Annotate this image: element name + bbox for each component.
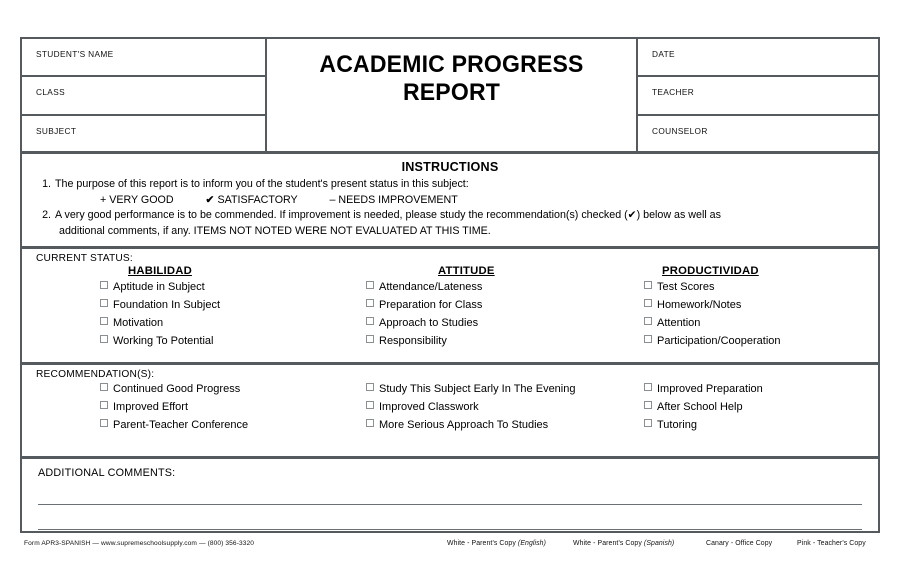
checkbox-icon[interactable] bbox=[100, 335, 108, 343]
check-icon: ✔ bbox=[205, 194, 215, 207]
field-label-counselor: COUNSELOR bbox=[652, 125, 708, 136]
footer-copy-english bbox=[447, 540, 546, 547]
status-column-heading-habilidad: HABILIDAD bbox=[128, 265, 192, 278]
field-date[interactable] bbox=[638, 39, 878, 77]
header-left-fields bbox=[22, 39, 265, 151]
recommendation-option-tutoring[interactable] bbox=[644, 417, 894, 435]
comments-write-line-2 bbox=[38, 529, 862, 530]
status-option-label: Motivation bbox=[113, 316, 164, 329]
recommendation-option-label: Study This Subject Early In The Evening bbox=[379, 383, 576, 396]
field-students-name[interactable] bbox=[22, 39, 265, 77]
status-option-responsibility[interactable] bbox=[366, 333, 646, 351]
page-title bbox=[278, 39, 625, 106]
checkbox-icon[interactable] bbox=[366, 317, 374, 325]
recommendation-option-improved-preparation[interactable] bbox=[644, 381, 894, 399]
instruction-2-text-line-1: A very good performance is to be commended. If improvement is needed, please study the recommendation(s) checked (✔) below as well as bbox=[55, 209, 721, 222]
current-status-section bbox=[22, 249, 878, 365]
status-option-label: Aptitude in Subject bbox=[113, 281, 205, 294]
checkbox-icon[interactable] bbox=[100, 317, 108, 325]
recommendation-option-continued-good-progress[interactable] bbox=[100, 381, 370, 399]
rating-satisfactory-label: SATISFACTORY bbox=[217, 194, 298, 207]
status-option-attendance-lateness[interactable] bbox=[366, 279, 646, 297]
checkbox-icon[interactable] bbox=[366, 299, 374, 307]
field-counselor[interactable] bbox=[638, 116, 878, 154]
field-label-subject: SUBJECT bbox=[36, 125, 77, 136]
checkbox-icon[interactable] bbox=[366, 281, 374, 289]
instruction-2-number: 2. bbox=[42, 209, 51, 222]
status-option-participation-cooperation[interactable] bbox=[644, 333, 894, 351]
status-option-label: Foundation In Subject bbox=[113, 299, 221, 312]
status-option-label: Test Scores bbox=[657, 281, 715, 294]
footer-copy-main: White - Parent's Copy bbox=[573, 540, 644, 547]
checkbox-icon[interactable] bbox=[644, 317, 652, 325]
recommendation-option-improved-effort[interactable] bbox=[100, 399, 370, 417]
rating-needs-improvement-label: NEEDS IMPROVEMENT bbox=[338, 194, 458, 207]
status-column-productividad bbox=[644, 265, 894, 350]
checkbox-icon[interactable] bbox=[366, 383, 374, 391]
recommendation-column-3 bbox=[644, 381, 894, 434]
checkbox-icon[interactable] bbox=[366, 401, 374, 409]
form-frame bbox=[20, 37, 880, 533]
footer-form-info: Form APR3-SPANISH — www.supremeschoolsupply.com — (800) 356-3320 bbox=[24, 540, 255, 547]
status-option-label: Participation/Cooperation bbox=[657, 334, 781, 347]
checkbox-icon[interactable] bbox=[644, 419, 652, 427]
status-option-homework-notes[interactable] bbox=[644, 297, 894, 315]
footer-copy-main: White - Parent's Copy bbox=[447, 540, 518, 547]
field-teacher[interactable] bbox=[638, 77, 878, 115]
rating-very-good-symbol: + bbox=[100, 194, 107, 207]
field-class[interactable] bbox=[22, 77, 265, 115]
instruction-item-2 bbox=[38, 208, 862, 223]
status-option-label: Approach to Studies bbox=[379, 316, 479, 329]
recommendations-label: RECOMMENDATION(S): bbox=[36, 369, 155, 381]
status-option-preparation-for-class[interactable] bbox=[366, 297, 646, 315]
recommendation-option-after-school-help[interactable] bbox=[644, 399, 894, 417]
checkbox-icon[interactable] bbox=[644, 281, 652, 289]
instruction-1-number: 1. bbox=[42, 178, 51, 190]
checkbox-icon[interactable] bbox=[100, 401, 108, 409]
recommendation-column-1 bbox=[100, 381, 370, 434]
status-option-motivation[interactable] bbox=[100, 315, 370, 333]
status-option-aptitude-in-subject[interactable] bbox=[100, 279, 370, 297]
checkbox-icon[interactable] bbox=[644, 401, 652, 409]
checkbox-icon[interactable] bbox=[100, 299, 108, 307]
status-column-habilidad bbox=[100, 265, 370, 350]
status-column-heading-productividad: PRODUCTIVIDAD bbox=[662, 265, 759, 278]
title-line-2: REPORT bbox=[402, 78, 501, 106]
recommendation-option-label: Improved Classwork bbox=[379, 401, 479, 414]
instructions-section bbox=[22, 154, 878, 249]
header-band bbox=[22, 39, 878, 154]
status-option-working-to-potential[interactable] bbox=[100, 333, 370, 351]
checkbox-icon[interactable] bbox=[100, 383, 108, 391]
checkbox-icon[interactable] bbox=[644, 299, 652, 307]
checkbox-icon[interactable] bbox=[100, 419, 108, 427]
footer-copy-office bbox=[706, 540, 772, 547]
footer-copy-spanish bbox=[573, 540, 674, 547]
recommendation-option-label: After School Help bbox=[657, 401, 743, 414]
recommendation-option-study-this-subject-early-in-the-evening[interactable] bbox=[366, 381, 656, 399]
additional-comments-section[interactable] bbox=[22, 459, 878, 551]
recommendation-option-label: More Serious Approach To Studies bbox=[379, 418, 549, 431]
status-option-foundation-in-subject[interactable] bbox=[100, 297, 370, 315]
recommendation-option-more-serious-approach-to-studies[interactable] bbox=[366, 417, 656, 435]
recommendation-option-label: Improved Effort bbox=[113, 401, 188, 414]
footer-copy-main: Canary - Office Copy bbox=[706, 540, 773, 547]
status-column-heading-attitude: ATTITUDE bbox=[438, 265, 495, 278]
field-label-teacher: TEACHER bbox=[652, 87, 695, 98]
rating-legend bbox=[38, 192, 862, 208]
recommendation-option-label: Tutoring bbox=[657, 418, 697, 431]
recommendation-option-parent-teacher-conference[interactable] bbox=[100, 417, 370, 435]
status-option-attention[interactable] bbox=[644, 315, 894, 333]
status-option-label: Responsibility bbox=[379, 334, 447, 347]
status-column-attitude bbox=[366, 265, 646, 350]
status-option-label: Attention bbox=[657, 316, 701, 329]
footer-copy-note: (Spanish) bbox=[643, 540, 675, 547]
status-option-label: Attendance/Lateness bbox=[379, 281, 483, 294]
checkbox-icon[interactable] bbox=[366, 419, 374, 427]
field-subject[interactable] bbox=[22, 116, 265, 154]
recommendations-columns bbox=[36, 381, 864, 449]
instructions-heading: INSTRUCTIONS bbox=[401, 160, 499, 174]
checkbox-icon[interactable] bbox=[644, 383, 652, 391]
status-option-label: Working To Potential bbox=[113, 334, 214, 347]
instruction-1-text: The purpose of this report is to inform you of the student's present status in this subject: bbox=[55, 178, 469, 190]
document-title-block bbox=[265, 39, 638, 151]
current-status-label: CURRENT STATUS: bbox=[36, 253, 133, 265]
checkbox-icon[interactable] bbox=[100, 281, 108, 289]
recommendation-option-improved-classwork[interactable] bbox=[366, 399, 656, 417]
status-option-label: Homework/Notes bbox=[657, 299, 742, 312]
recommendations-section bbox=[22, 365, 878, 459]
recommendation-column-2 bbox=[366, 381, 656, 434]
checkbox-icon[interactable] bbox=[366, 335, 374, 343]
footer-copy-main: Pink - Teacher's Copy bbox=[797, 540, 866, 547]
footer-copy-note: (English) bbox=[517, 540, 547, 547]
current-status-columns bbox=[36, 265, 864, 355]
checkbox-icon[interactable] bbox=[644, 335, 652, 343]
recommendation-option-label: Parent-Teacher Conference bbox=[113, 418, 249, 431]
comments-write-line-1 bbox=[38, 504, 862, 505]
footer-copy-teacher bbox=[797, 540, 866, 547]
recommendation-option-label: Improved Preparation bbox=[657, 383, 763, 396]
field-label-students-name: STUDENT'S NAME bbox=[36, 49, 114, 59]
footer bbox=[20, 540, 880, 556]
instruction-2-text-line-2: additional comments, if any. ITEMS NOT NOTED WERE NOT EVALUATED AT THIS TIME. bbox=[59, 224, 491, 237]
title-line-1: ACADEMIC PROGRESS bbox=[319, 51, 584, 78]
status-option-test-scores[interactable] bbox=[644, 279, 894, 297]
rating-needs-improvement-symbol: – bbox=[329, 194, 336, 207]
status-option-approach-to-studies[interactable] bbox=[366, 315, 646, 333]
header-right-fields bbox=[638, 39, 878, 151]
rating-very-good-label: VERY GOOD bbox=[109, 194, 174, 207]
instruction-item-1 bbox=[38, 177, 862, 192]
recommendation-option-label: Continued Good Progress bbox=[113, 383, 241, 396]
field-label-class: CLASS bbox=[36, 87, 65, 98]
additional-comments-label: ADDITIONAL COMMENTS: bbox=[38, 467, 176, 480]
status-option-label: Preparation for Class bbox=[379, 299, 483, 312]
field-label-date: DATE bbox=[652, 49, 675, 59]
